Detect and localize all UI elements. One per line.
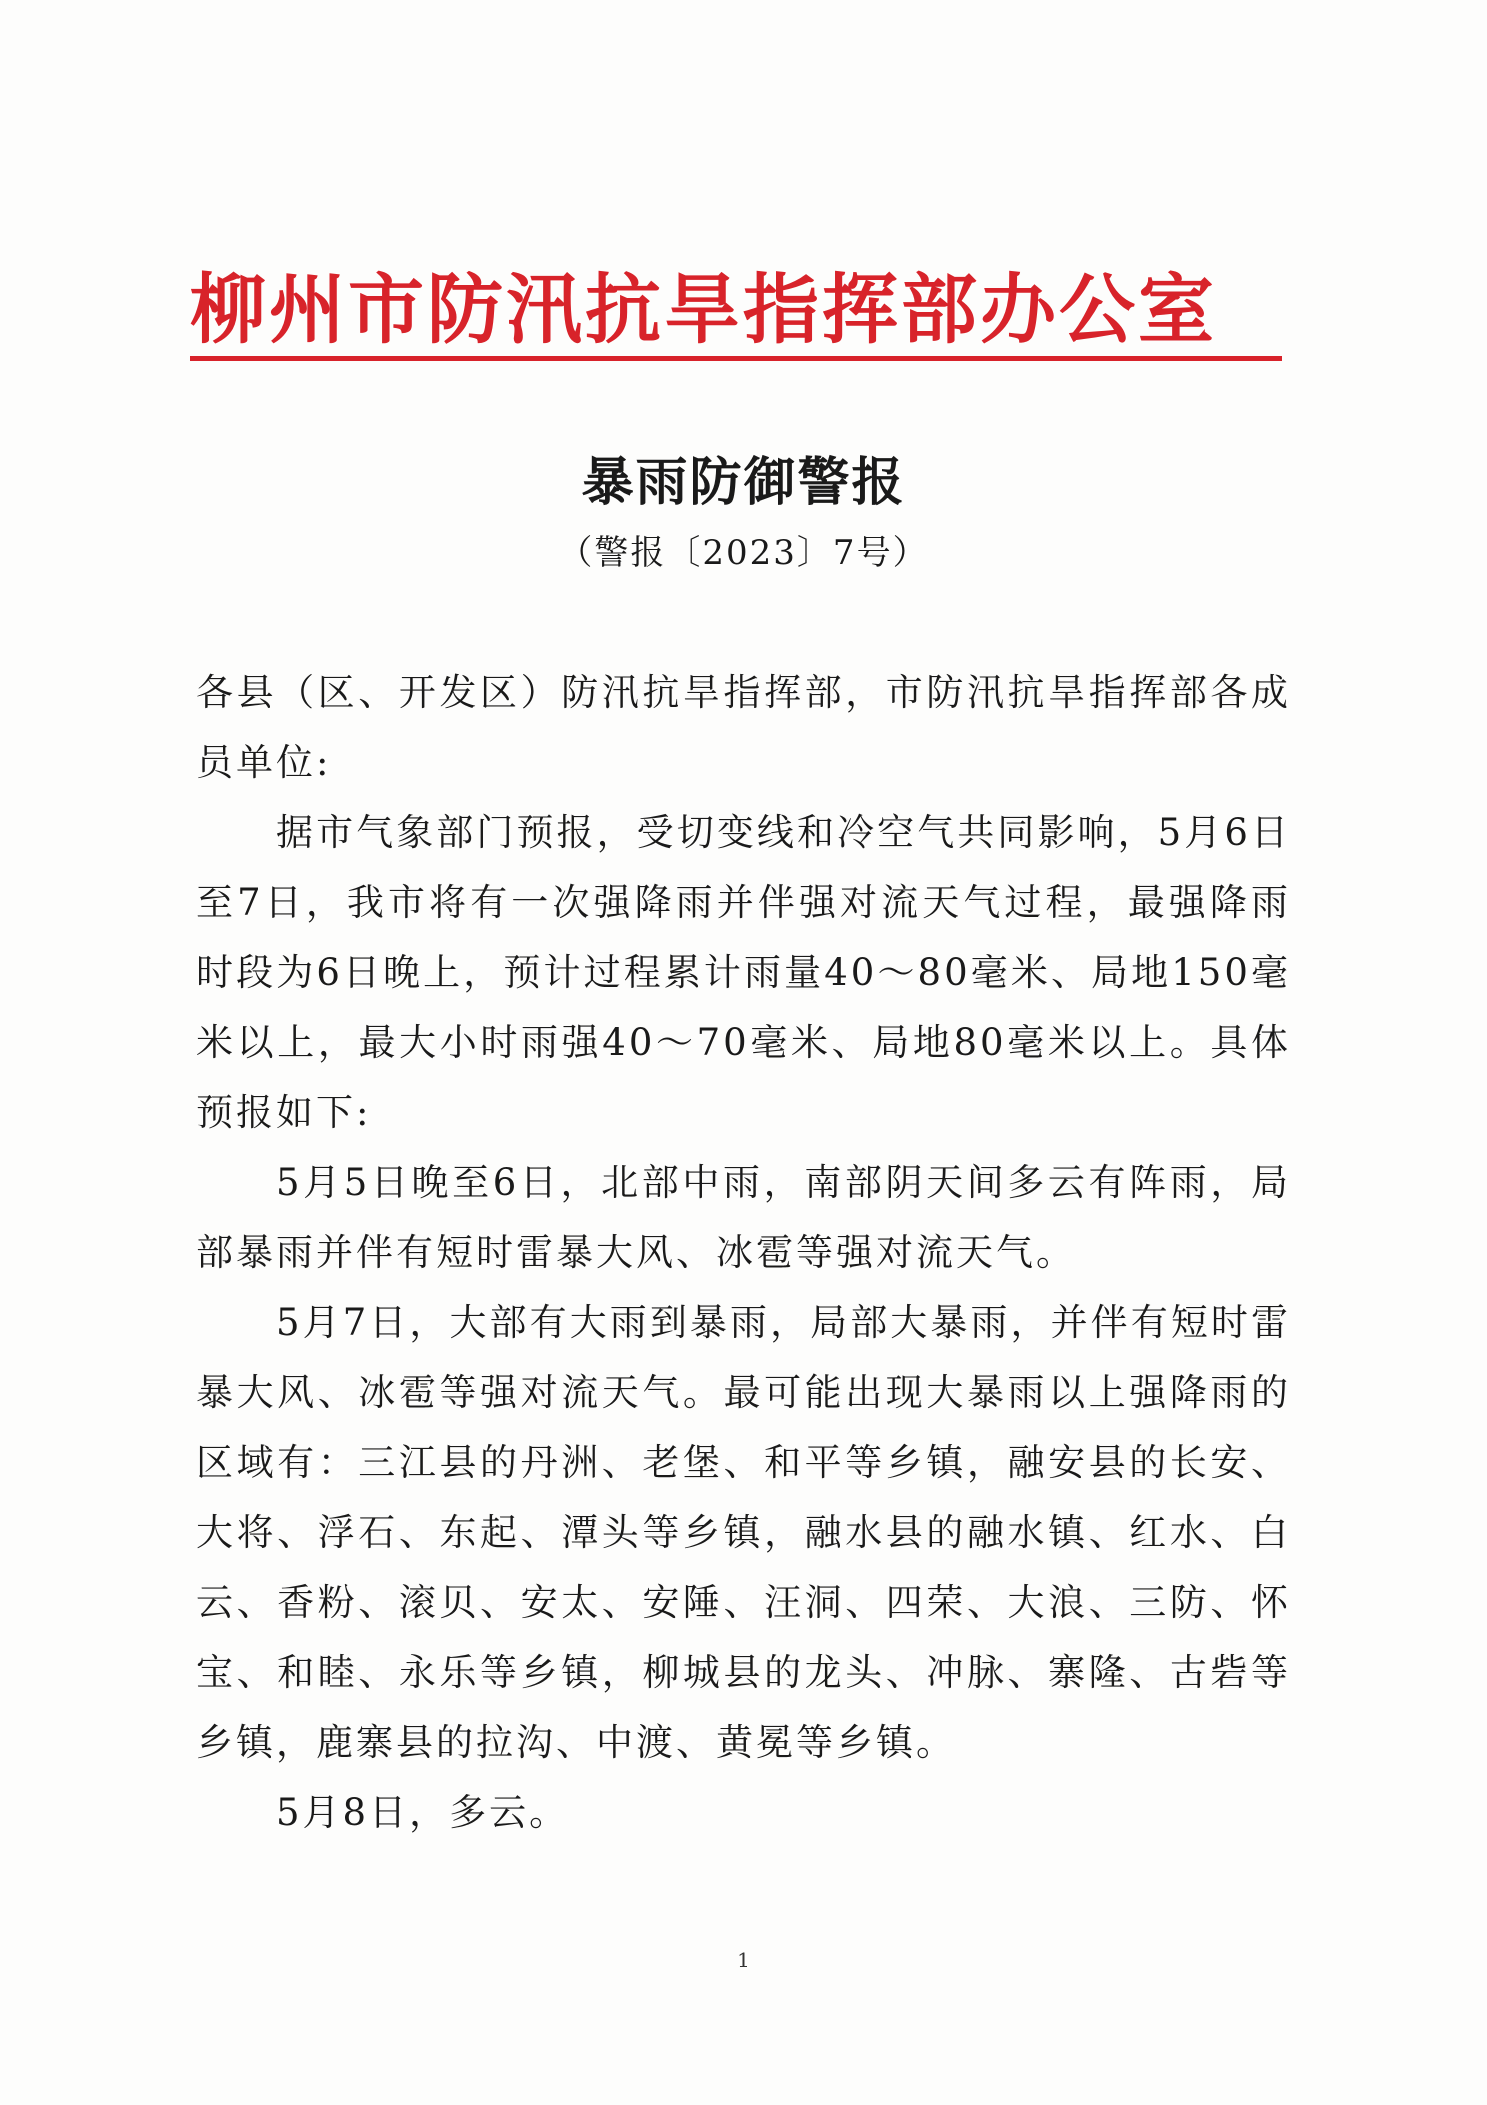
body-paragraph: 5月5日晚至6日，北部中雨，南部阴天间多云有阵雨，局部暴雨并伴有短时雷暴大风、冰雹等强对流天气。 [196, 1161, 1291, 1274]
addressee-paragraph: 各县（区、开发区）防汛抗旱指挥部，市防汛抗旱指挥部各成员单位: [196, 671, 1291, 784]
document-title: 暴雨防御警报 [581, 452, 906, 513]
body-paragraph: 5月7日，大部有大雨到暴雨，局部大暴雨，并伴有短时雷暴大风、冰雹等强对流天气。最可能出现大暴雨以上强降雨的区域有：三江县的丹洲、老堡、和平等乡镇，融安县的长安、大将、浮石、东起、潭头等乡镇，融水县的融水镇、红水、白云、香粉、滚贝、安太、安陲、汪洞、四荣、大浪、三防、怀宝、和睦、永乐等乡镇，柳城县的龙头、冲脉、寨隆、古砦等乡镇，鹿寨县的拉沟、中渡、黄冕等乡镇。 [196, 1301, 1291, 1764]
org-header-title: 柳州市防汛抗旱指挥部办公室 [190, 265, 1217, 354]
red-divider-line [190, 356, 1282, 361]
document-number: （警报〔2023〕7号） [558, 533, 929, 573]
body-paragraph: 5月8日，多云。 [276, 1791, 570, 1834]
page-number: 1 [737, 1948, 750, 1972]
document-body [196, 658, 1291, 1848]
body-paragraph: 据市气象部门预报，受切变线和冷空气共同影响，5月6日至7日，我市将有一次强降雨并伴强对流天气过程，最强降雨时段为6日晚上，预计过程累计雨量40～80毫米、局地150毫米以上，最大小时雨强40～70毫米、局地80毫米以上。具体预报如下: [196, 811, 1291, 1134]
